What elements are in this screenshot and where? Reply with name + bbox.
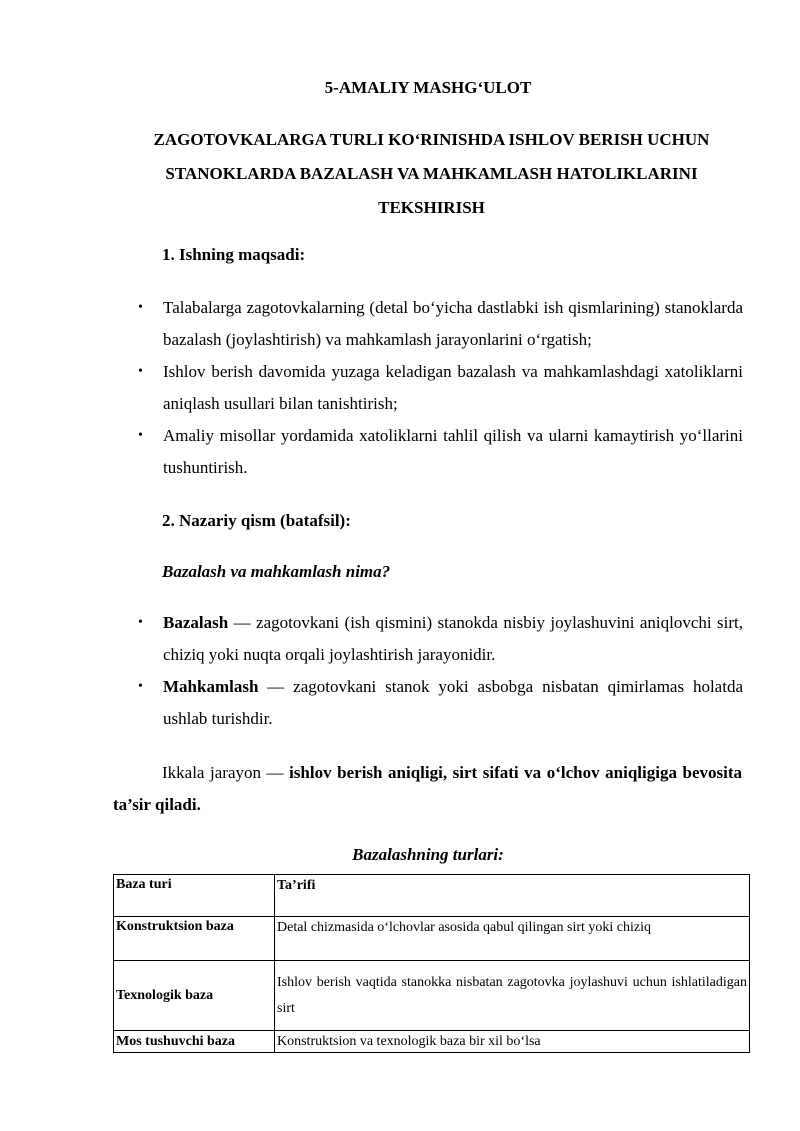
table-caption: Bazalashning turlari: — [352, 845, 504, 864]
bullet-icon: • — [138, 364, 143, 379]
list-item: • Amaliy misollar yordamida xatoliklarni tahlil qilish va ularni kamaytirish yo‘llarini tushuntirish. — [0, 420, 743, 484]
section-subheading: Bazalash va mahkamlash nima? — [162, 562, 391, 581]
bullet-icon: • — [138, 679, 143, 694]
table-row — [114, 917, 750, 961]
table-header-cell: Ta’rifi — [275, 875, 750, 917]
base-types-table — [113, 874, 750, 1053]
table-cell: Konstruktsion baza — [114, 917, 275, 961]
summary-paragraph: Ikkala jarayon — ishlov berish aniqligi, sirt sifati va o‘lchov aniqligiga bevosita ta’sir qiladi. — [113, 763, 742, 814]
bullet-icon: • — [138, 428, 143, 443]
list-item — [0, 671, 743, 735]
table-cell: Detal chizmasida o‘lchovlar asosida qabul qilingan sirt yoki chiziq — [275, 917, 750, 961]
definition-term: Bazalash — [163, 613, 229, 632]
list-item: • Ishlov berish davomida yuzaga keladigan bazalash va mahkamlashdagi xatoliklarni aniqlash usullari bilan tanishtirish; — [0, 356, 743, 420]
table-cell: Texnologik baza — [114, 961, 275, 1031]
table-header-row — [114, 875, 750, 917]
section-heading-goal: 1. Ishning maqsadi: — [162, 245, 306, 264]
table-header-cell: Baza turi — [114, 875, 275, 917]
definition-text: — zagotovkani (ish qismini) stanokda nisbiy joylashuvini aniqlovchi sirt, chiziq yoki nuqta orqali joylashtirish jarayonidir. — [163, 613, 743, 664]
definition-text: — zagotovkani stanok yoki asbobga nisbatan qimirlamas holatda ushlab turishdir. — [163, 677, 743, 728]
table-row — [114, 961, 750, 1031]
definition-list — [0, 607, 743, 735]
section-heading-theory: 2. Nazariy qism (batafsil): — [162, 511, 351, 530]
definition-term: Mahkamlash — [163, 677, 259, 696]
goal-list — [0, 292, 743, 484]
page-subtitle — [113, 123, 750, 225]
subtitle-line: STANOKLARDA BAZALASH VA MAHKAMLASH HATOLIKLARINI — [165, 164, 698, 183]
table-cell: Mos tushuvchi baza — [114, 1031, 275, 1053]
table-row — [114, 1031, 750, 1053]
list-item: • Talabalarga zagotovkalarning (detal bo‘yicha dastlabki ish qismlarining) stanoklarda bazalash (joylashtirish) va mahkamlash jarayonlarini o‘rgatish; — [0, 292, 743, 356]
table-cell: Konstruktsion va texnologik baza bir xil bo‘lsa — [275, 1031, 750, 1053]
list-item — [0, 607, 743, 671]
table-cell: Ishlov berish vaqtida stanokka nisbatan zagotovka joylashuvi uchun ishlatiladigan sirt — [275, 961, 750, 1031]
page-title: 5-AMALIY MASHG‘ULOT — [324, 78, 532, 97]
bullet-icon: • — [138, 300, 143, 315]
subtitle-line: ZAGOTOVKALARGA TURLI KO‘RINISHDA ISHLOV BERISH UCHUN — [153, 130, 710, 149]
bullet-icon: • — [138, 615, 143, 630]
subtitle-line: TEKSHIRISH — [378, 198, 485, 217]
